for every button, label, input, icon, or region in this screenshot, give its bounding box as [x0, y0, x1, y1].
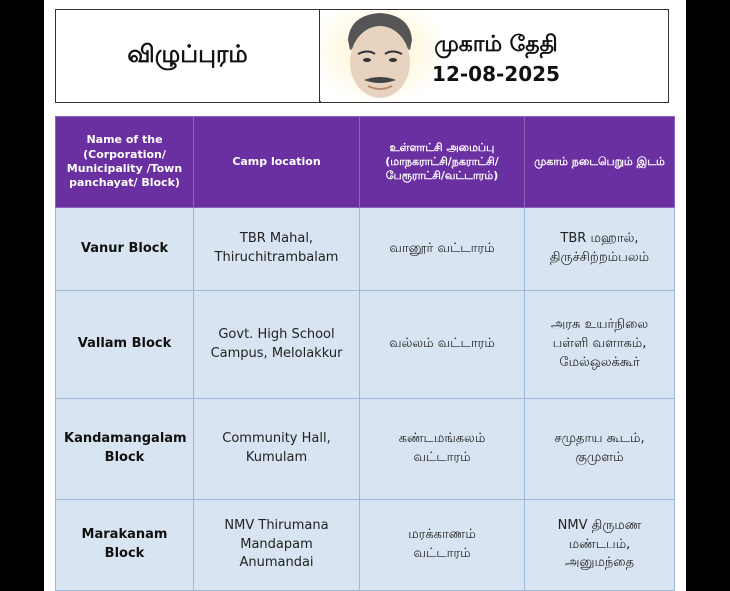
camp-location-cell: Community Hall, Kumulam — [194, 399, 360, 500]
camp-date-label: முகாம் தேதி — [434, 32, 558, 57]
block-name-cell: Marakanam Block — [56, 500, 194, 591]
block-name-cell: Kandamangalam Block — [56, 399, 194, 500]
local-body-cell: மரக்காணம் வட்டாரம் — [360, 500, 525, 591]
camp-schedule-table — [55, 116, 675, 591]
column-header-venue: முகாம் நடைபெறும் இடம் — [525, 117, 675, 208]
camp-location-cell: NMV Thirumana Mandapam Anumandai — [194, 500, 360, 591]
column-header-block: Name of the (Corporation/ Municipality /Town panchayat/ Block) — [56, 117, 194, 208]
camp-location-cell: TBR Mahal, Thiruchitrambalam — [194, 208, 360, 291]
table-row — [56, 399, 675, 500]
venue-cell: சமுதாய கூடம், குமுளம் — [525, 399, 675, 500]
table-row — [56, 208, 675, 291]
header-box — [55, 9, 669, 103]
camp-date: 12-08-2025 — [432, 62, 560, 86]
table-row — [56, 500, 675, 591]
column-header-local-body: உள்ளாட்சி அமைப்பு (மாநகராட்சி/நகராட்சி/ பேரூராட்சி/வட்டாரம்) — [360, 117, 525, 208]
local-body-cell: கண்டமங்கலம் வட்டாரம் — [360, 399, 525, 500]
local-body-cell: வானூர் வட்டாரம் — [360, 208, 525, 291]
table-header-row — [56, 117, 675, 208]
venue-cell: TBR மஹால், திருச்சிற்றம்பலம் — [525, 208, 675, 291]
district-name: விழுப்புரம் — [127, 40, 248, 68]
table-row — [56, 291, 675, 399]
camp-location-cell: Govt. High School Campus, Melolakkur — [194, 291, 360, 399]
venue-cell: NMV திருமண மண்டபம், அனுமந்தை — [525, 500, 675, 591]
venue-cell: அரசு உயர்நிலை பள்ளி வளாகம், மேல்ஒலக்கூர் — [525, 291, 675, 399]
local-body-cell: வல்லம் வட்டாரம் — [360, 291, 525, 399]
column-header-camp-location: Camp location — [194, 117, 360, 208]
block-name-cell: Vallam Block — [56, 291, 194, 399]
document-page — [44, 0, 686, 591]
block-name-cell: Vanur Block — [56, 208, 194, 291]
